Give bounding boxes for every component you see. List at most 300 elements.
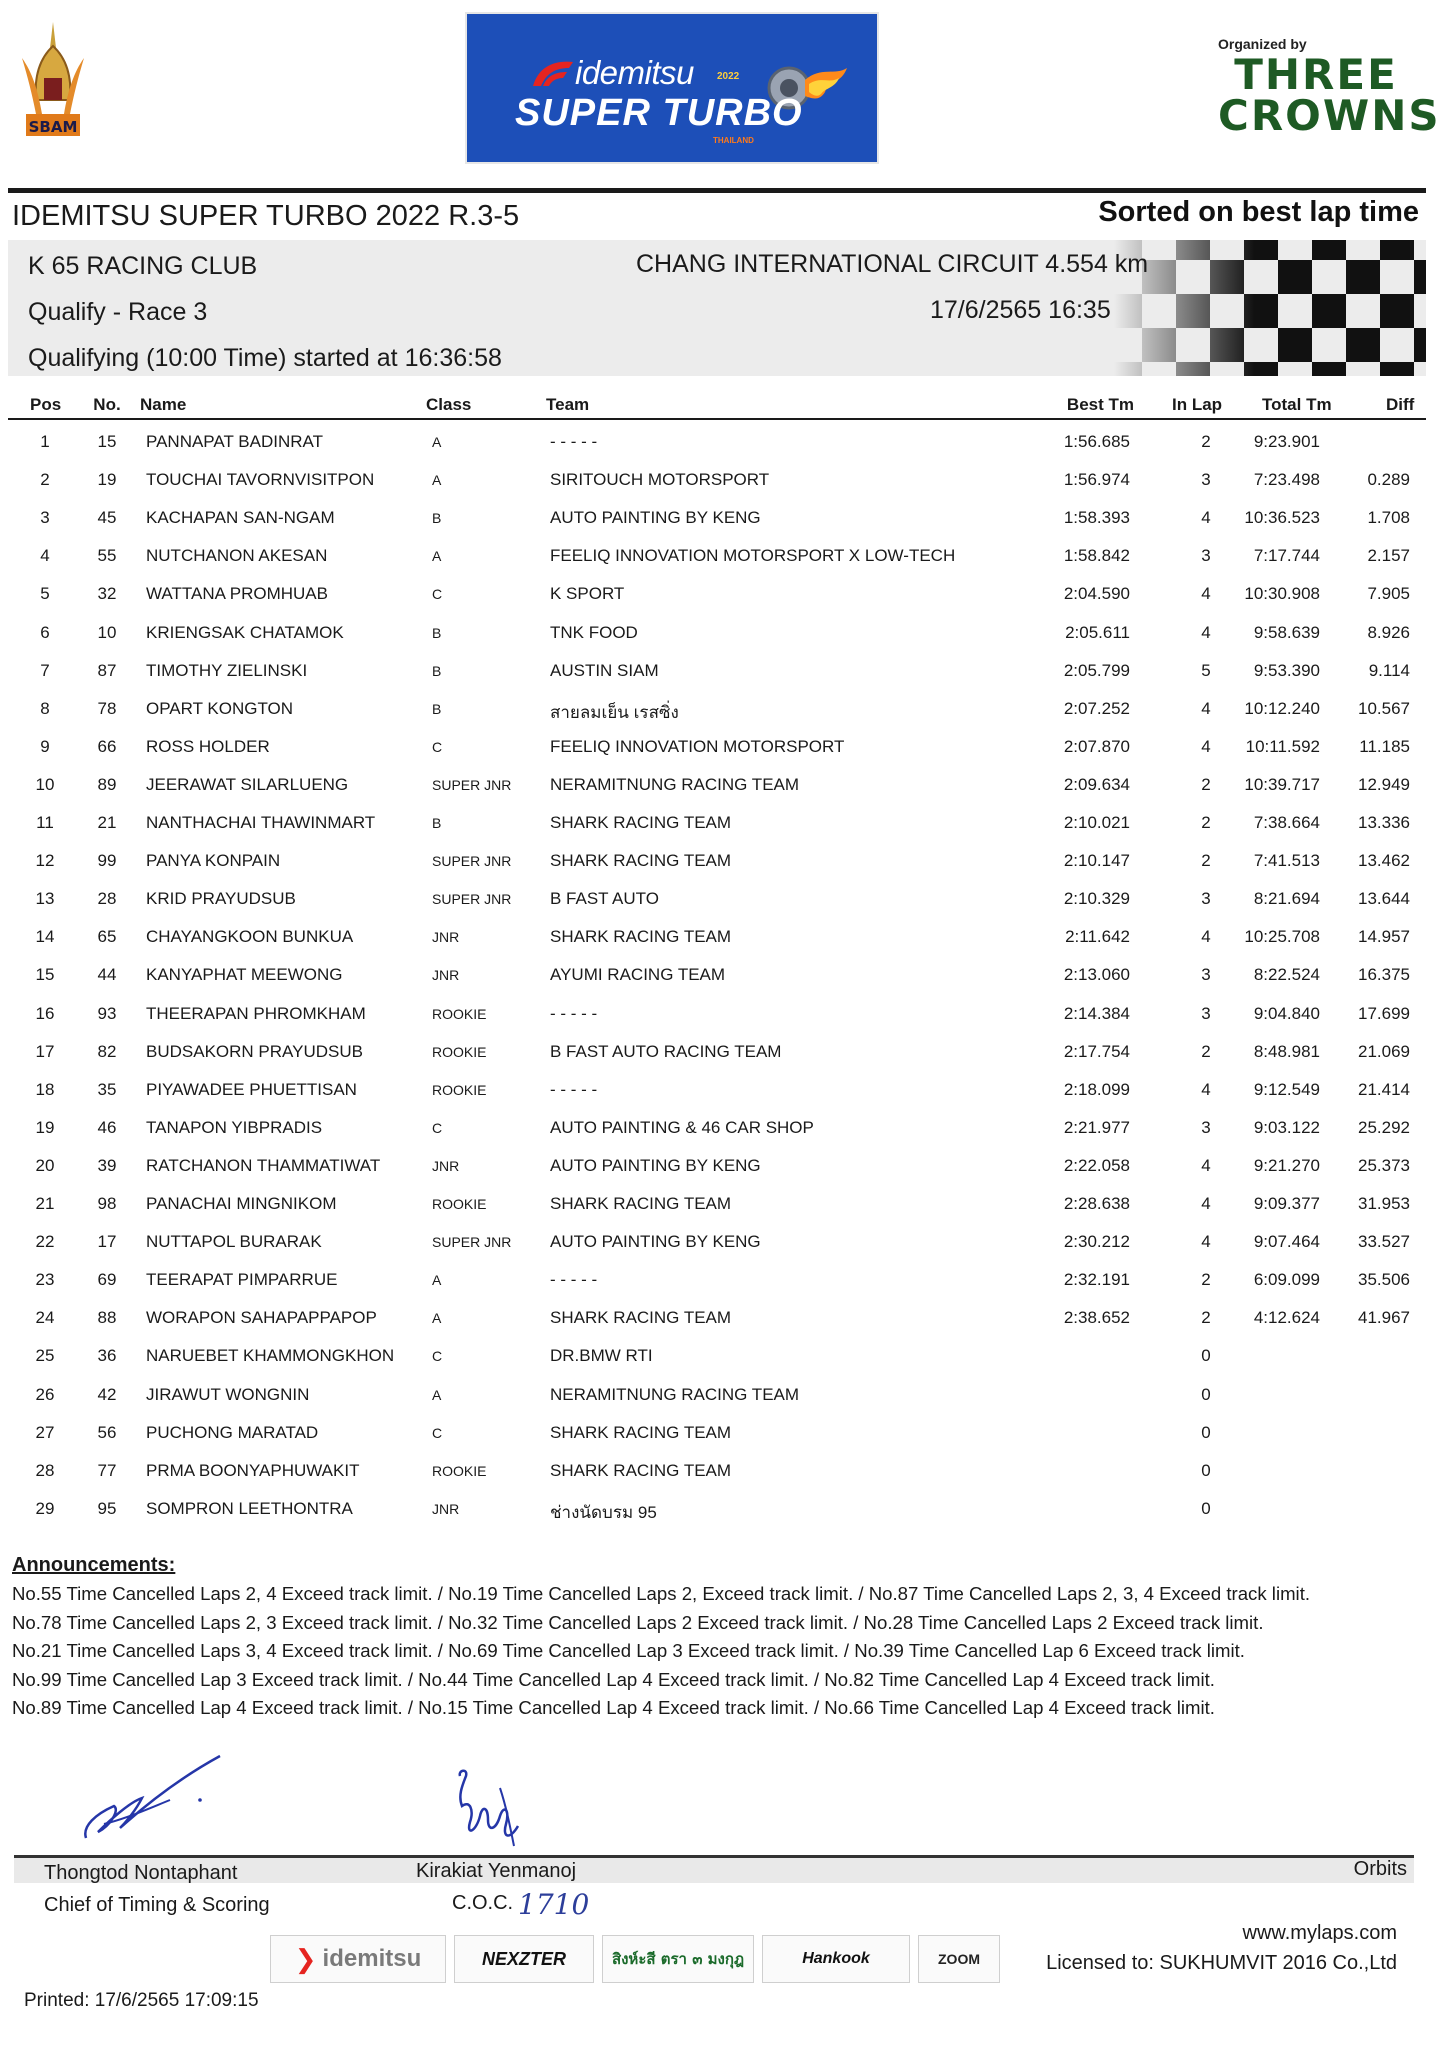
header-class: Class (426, 395, 472, 414)
row-best-time: 2:32.191 (1063, 1270, 1130, 1290)
table-row (0, 1184, 1449, 1222)
mylaps-url: www.mylaps.com (1242, 1922, 1397, 1944)
idemitsu-mark-icon: ❯ (294, 1943, 317, 1974)
row-class: JNR (432, 1157, 460, 1174)
brand-year: 2022 (717, 71, 740, 82)
row-class: SUPER JNR (432, 1234, 512, 1251)
row-best-time: 2:17.754 (1063, 1041, 1130, 1061)
row-driver-name: NUTCHANON AKESAN (146, 546, 328, 566)
row-total-time: 6:09.099 (1253, 1270, 1320, 1290)
row-total-time: 10:11.592 (1245, 736, 1320, 756)
row-class: C (432, 738, 443, 755)
row-number: 66 (97, 736, 117, 756)
row-in-lap: 4 (1201, 622, 1211, 642)
row-pos: 22 (35, 1232, 55, 1252)
row-diff: 11.185 (1359, 736, 1410, 756)
row-team: AUTO PAINTING & 46 CAR SHOP (550, 1117, 814, 1137)
brand-idemitsu: idemitsu (575, 54, 694, 91)
row-total-time: 9:09.377 (1253, 1194, 1320, 1213)
row-number: 17 (97, 1232, 117, 1252)
table-row (0, 803, 1449, 841)
table-row (0, 1413, 1449, 1451)
row-in-lap: 5 (1201, 660, 1211, 680)
table-row (0, 422, 1449, 460)
row-number: 36 (97, 1346, 117, 1366)
row-class: B (432, 624, 442, 641)
row-pos: 5 (40, 584, 50, 604)
row-number: 32 (97, 584, 117, 604)
row-pos: 8 (40, 698, 50, 718)
row-class: B (432, 510, 442, 527)
announcement-line: No.89 Time Cancelled Lap 4 Exceed track limit. / No.15 Time Cancelled Lap 4 Exceed track limit. / No.66 Time Cancelled Lap 4 Exceed track limit. (12, 1697, 1215, 1718)
organized-by-label: Organized by (1218, 36, 1307, 52)
row-driver-name: PUCHONG MARATAD (146, 1422, 319, 1442)
session-datetime: 17/6/2565 16:35 (930, 296, 1111, 324)
row-pos: 28 (35, 1460, 55, 1480)
row-total-time: 9:07.464 (1253, 1232, 1320, 1252)
header-pos: Pos (30, 395, 62, 414)
row-class: SUPER JNR (432, 776, 512, 793)
table-row (0, 1070, 1449, 1108)
row-in-lap: 2 (1201, 851, 1211, 871)
row-best-time: 2:09.634 (1063, 774, 1130, 794)
row-driver-name: SOMPRON LEETHONTRA (146, 1498, 353, 1518)
row-team: FEELIQ INNOVATION MOTORSPORT (550, 736, 845, 756)
row-team: - - - - - (550, 1270, 598, 1290)
row-total-time: 10:12.240 (1244, 698, 1320, 718)
row-team: NERAMITNUNG RACING TEAM (550, 1384, 800, 1404)
announcement-line: No.21 Time Cancelled Laps 3, 4 Exceed track limit. / No.69 Time Cancelled Lap 3 Exceed track limit. / No.39 Time Cancelled Lap 6 Exceed track limit. (12, 1640, 1245, 1661)
checkered-flag-graphic (1114, 240, 1426, 376)
row-diff: 10.567 (1358, 698, 1410, 718)
header-total-time: Total Tm (1262, 395, 1332, 414)
row-diff: 33.527 (1358, 1232, 1410, 1252)
row-in-lap: 4 (1201, 736, 1211, 756)
row-diff: 31.953 (1358, 1194, 1410, 1213)
row-in-lap: 0 (1201, 1460, 1211, 1480)
header-diff: Diff (1386, 395, 1415, 414)
row-pos: 24 (35, 1308, 55, 1328)
row-best-time: 2:05.611 (1065, 622, 1130, 642)
table-row (0, 536, 1449, 574)
row-driver-name: JEERAWAT SILARLUENG (146, 774, 349, 794)
header-rule (8, 418, 1426, 420)
sort-note: Sorted on best lap time (1098, 196, 1419, 228)
row-driver-name: KANYAPHAT MEEWONG (146, 965, 343, 985)
row-team: K SPORT (550, 584, 625, 604)
row-best-time: 2:21.977 (1063, 1117, 1130, 1137)
sponsor-nexzter: NEXZTER (454, 1935, 594, 1983)
row-class: ROOKIE (432, 1462, 487, 1479)
row-best-time: 2:28.638 (1063, 1194, 1130, 1213)
row-class: C (432, 1119, 443, 1136)
announcement-line: No.99 Time Cancelled Lap 3 Exceed track limit. / No.44 Time Cancelled Lap 4 Exceed track limit. / No.82 Time Cancelled Lap 4 Exceed track limit. (12, 1668, 1215, 1690)
svg-text:SBAM: SBAM (28, 118, 78, 136)
row-diff: 13.644 (1358, 889, 1410, 909)
row-driver-name: WATTANA PROMHUAB (146, 584, 328, 604)
sponsor-three-crowns-thai: สิงห์ะสี ตรา ๓ มงกุฎ (602, 1935, 754, 1983)
row-class: A (432, 434, 442, 450)
row-total-time: 9:23.901 (1253, 432, 1320, 451)
row-in-lap: 2 (1201, 1270, 1211, 1290)
row-pos: 17 (35, 1041, 55, 1061)
printed-timestamp: Printed: 17/6/2565 17:09:15 (24, 1990, 259, 2011)
row-class: ROOKIE (432, 1081, 487, 1098)
row-in-lap: 2 (1201, 813, 1211, 832)
circuit-name: CHANG INTERNATIONAL CIRCUIT 4.554 km (636, 250, 1149, 278)
row-team: SHARK RACING TEAM (550, 1194, 732, 1213)
row-class: A (432, 1386, 442, 1403)
row-diff: 1.708 (1367, 508, 1410, 528)
row-total-time: 7:41.513 (1253, 851, 1320, 871)
table-row (0, 498, 1449, 536)
row-in-lap: 2 (1201, 774, 1211, 794)
row-number: 19 (97, 470, 117, 490)
row-total-time: 9:53.390 (1253, 660, 1320, 680)
row-in-lap: 0 (1201, 1498, 1211, 1518)
row-pos: 15 (35, 965, 55, 985)
row-number: 65 (97, 927, 117, 947)
row-team: AUTO PAINTING BY KENG (550, 1232, 761, 1252)
row-diff: 25.292 (1358, 1117, 1410, 1137)
row-in-lap: 0 (1201, 1422, 1211, 1442)
row-in-lap: 4 (1201, 508, 1211, 528)
table-row (0, 917, 1449, 955)
row-class: JNR (432, 929, 460, 946)
row-pos: 25 (35, 1346, 55, 1366)
row-diff: 13.336 (1358, 813, 1410, 832)
row-driver-name: PRMA BOONYAPHUWAKIT (146, 1460, 360, 1480)
row-in-lap: 3 (1201, 965, 1211, 985)
row-best-time: 2:18.099 (1063, 1079, 1130, 1099)
row-best-time: 2:04.590 (1063, 584, 1130, 604)
row-team: SHARK RACING TEAM (550, 1460, 732, 1480)
row-pos: 2 (40, 470, 50, 490)
row-class: A (432, 1272, 442, 1289)
row-class: B (432, 815, 442, 831)
row-team: AUSTIN SIAM (550, 660, 659, 680)
row-driver-name: TIMOTHY ZIELINSKI (146, 660, 308, 680)
row-class: SUPER JNR (432, 891, 512, 908)
table-row (0, 574, 1449, 612)
row-in-lap: 3 (1201, 1117, 1211, 1137)
row-team: ช่างนัดบรม 95 (550, 1502, 657, 1522)
row-best-time: 2:13.060 (1063, 965, 1130, 985)
three-crowns-logo (1218, 50, 1441, 140)
row-best-time: 2:22.058 (1063, 1155, 1130, 1175)
table-row (0, 841, 1449, 879)
row-pos: 14 (35, 927, 55, 947)
row-diff: 17.699 (1358, 1003, 1410, 1023)
row-driver-name: BUDSAKORN PRAYUDSUB (146, 1041, 363, 1061)
row-team: AYUMI RACING TEAM (550, 965, 726, 985)
row-driver-name: JIRAWUT WONGNIN (146, 1384, 310, 1404)
row-diff: 21.069 (1358, 1041, 1410, 1061)
table-row (0, 727, 1449, 765)
row-number: 55 (97, 546, 117, 566)
row-total-time: 7:38.664 (1253, 813, 1320, 832)
table-row (0, 1336, 1449, 1374)
row-pos: 20 (35, 1155, 55, 1175)
row-pos: 23 (35, 1270, 55, 1290)
row-team: SHARK RACING TEAM (550, 813, 732, 832)
event-title: IDEMITSU SUPER TURBO 2022 R.3-5 (12, 200, 520, 232)
row-number: 39 (97, 1155, 117, 1175)
row-pos: 3 (40, 508, 50, 528)
row-diff: 8.926 (1367, 622, 1410, 642)
row-number: 78 (97, 698, 117, 718)
row-best-time: 1:58.393 (1063, 508, 1130, 528)
row-in-lap: 4 (1201, 584, 1211, 604)
row-class: B (432, 662, 442, 679)
table-row (0, 1222, 1449, 1260)
row-team: NERAMITNUNG RACING TEAM (550, 774, 800, 794)
row-in-lap: 2 (1201, 1041, 1211, 1061)
table-row (0, 1451, 1449, 1489)
header-no: No. (93, 395, 121, 414)
row-in-lap: 3 (1201, 470, 1211, 490)
row-number: 87 (97, 660, 117, 680)
row-pos: 4 (40, 546, 50, 566)
row-class: ROOKIE (432, 1005, 487, 1022)
row-team: - - - - - (550, 1079, 598, 1099)
session-start-note: Qualifying (10:00 Time) started at 16:36:58 (28, 344, 502, 372)
row-team: - - - - - (550, 432, 598, 451)
table-row (0, 460, 1449, 498)
official2-role: C.O.C. (452, 1892, 514, 1914)
row-team: SIRITOUCH MOTORSPORT (550, 470, 770, 490)
announcement-line: No.78 Time Cancelled Laps 2, 3 Exceed track limit. / No.32 Time Cancelled Laps 2 Exceed track limit. / No.28 Time Cancelled Laps 2 Exceed track limit. (12, 1611, 1264, 1633)
row-class: JNR (432, 967, 460, 984)
row-best-time: 2:07.252 (1063, 698, 1130, 718)
row-best-time: 2:10.021 (1063, 813, 1130, 832)
row-best-time: 2:10.329 (1063, 889, 1130, 909)
row-team: DR.BMW RTI (550, 1346, 653, 1366)
row-driver-name: NUTTAPOL BURARAK (146, 1232, 322, 1252)
row-number: 44 (97, 965, 117, 985)
row-diff: 35.506 (1358, 1270, 1410, 1290)
row-team: SHARK RACING TEAM (550, 851, 732, 871)
row-total-time: 10:30.908 (1244, 584, 1320, 604)
row-pos: 21 (35, 1194, 55, 1213)
row-driver-name: RATCHANON THAMMATIWAT (146, 1155, 381, 1175)
row-total-time: 10:39.717 (1244, 774, 1320, 794)
row-total-time: 10:36.523 (1244, 508, 1320, 528)
row-best-time: 2:14.384 (1063, 1003, 1130, 1023)
row-diff: 16.375 (1358, 965, 1410, 985)
table-row (0, 765, 1449, 803)
table-row (0, 1298, 1449, 1336)
row-class: A (432, 1310, 442, 1327)
row-driver-name: NARUEBET KHAMMONGKHON (146, 1346, 395, 1366)
row-number: 95 (97, 1498, 117, 1518)
row-diff: 41.967 (1358, 1308, 1410, 1328)
row-driver-name: TANAPON YIBPRADIS (146, 1117, 323, 1137)
row-team: TNK FOOD (550, 622, 638, 642)
row-diff: 12.949 (1358, 774, 1410, 794)
row-number: 10 (97, 622, 117, 642)
row-in-lap: 4 (1201, 927, 1211, 947)
row-number: 89 (97, 774, 117, 794)
table-row (0, 689, 1449, 727)
row-driver-name: PANNAPAT BADINRAT (146, 432, 323, 451)
table-row (0, 651, 1449, 689)
row-driver-name: TOUCHAI TAVORNVISITPON (146, 470, 375, 490)
row-in-lap: 4 (1201, 698, 1211, 718)
row-driver-name: KRIENGSAK CHATAMOK (146, 622, 344, 642)
row-team: - - - - - (550, 1003, 598, 1023)
row-team: AUTO PAINTING BY KENG (550, 1155, 761, 1175)
row-pos: 12 (35, 851, 55, 871)
row-total-time: 8:21.694 (1253, 889, 1320, 909)
session-name: Qualify - Race 3 (28, 298, 208, 326)
row-class: ROOKIE (432, 1196, 487, 1212)
three-crowns-line2: CROWNS (1218, 91, 1441, 140)
row-class: A (432, 472, 442, 489)
row-driver-name: THEERAPAN PHROMKHAM (146, 1003, 366, 1023)
row-pos: 27 (35, 1422, 55, 1442)
table-row (0, 1032, 1449, 1070)
sponsor-idemitsu: ❯ idemitsu (270, 1935, 446, 1983)
table-row (0, 955, 1449, 993)
row-diff: 14.957 (1358, 927, 1410, 947)
row-team: B FAST AUTO (550, 889, 659, 909)
orbits-label: Orbits (1353, 1858, 1407, 1880)
row-pos: 26 (35, 1384, 55, 1404)
sbam-logo (18, 18, 88, 146)
row-number: 98 (97, 1194, 117, 1213)
table-row (0, 1375, 1449, 1413)
row-pos: 18 (35, 1079, 55, 1099)
signature-thongtod (80, 1740, 230, 1850)
row-in-lap: 4 (1201, 1079, 1211, 1099)
row-team: AUTO PAINTING BY KENG (550, 508, 761, 528)
row-in-lap: 4 (1201, 1194, 1211, 1213)
idemitsu-super-turbo-logo (465, 12, 879, 164)
row-team: SHARK RACING TEAM (550, 927, 732, 947)
row-best-time: 2:05.799 (1063, 660, 1130, 680)
row-number: 77 (97, 1460, 117, 1480)
row-pos: 10 (35, 774, 55, 794)
row-total-time: 9:21.270 (1253, 1155, 1320, 1175)
row-diff: 25.373 (1358, 1155, 1410, 1175)
official2-name: Kirakiat Yenmanoj (416, 1860, 577, 1882)
row-team: SHARK RACING TEAM (550, 1308, 732, 1328)
row-driver-name: TEERAPAT PIMPARRUE (146, 1270, 338, 1290)
row-total-time: 8:48.981 (1253, 1041, 1320, 1061)
row-number: 45 (97, 508, 117, 528)
brand-super-turbo: SUPER TURBO (515, 92, 803, 134)
row-total-time: 7:23.498 (1253, 470, 1320, 490)
header-best-time: Best Tm (1066, 395, 1134, 414)
table-row (0, 994, 1449, 1032)
row-class: ROOKIE (432, 1043, 487, 1060)
row-class: SUPER JNR (432, 853, 512, 870)
row-total-time: 4:12.624 (1253, 1308, 1320, 1328)
row-pos: 11 (36, 813, 54, 832)
row-in-lap: 4 (1201, 1232, 1211, 1252)
row-total-time: 10:25.708 (1244, 927, 1320, 947)
row-diff: 7.905 (1367, 584, 1410, 604)
row-in-lap: 3 (1201, 1003, 1211, 1023)
row-number: 28 (97, 889, 117, 909)
row-driver-name: ROSS HOLDER (146, 736, 270, 756)
row-number: 35 (97, 1079, 117, 1099)
row-best-time: 2:10.147 (1063, 851, 1130, 871)
results-table-header (0, 395, 1449, 419)
row-diff: 2.157 (1367, 546, 1410, 566)
table-row (0, 613, 1449, 651)
table-row (0, 1146, 1449, 1184)
sponsor-logos (270, 1935, 1000, 1983)
club-name: K 65 RACING CLUB (28, 252, 258, 280)
row-pos: 6 (40, 622, 50, 642)
row-best-time: 1:58.842 (1063, 546, 1130, 566)
row-pos: 19 (35, 1117, 55, 1137)
row-in-lap: 0 (1201, 1384, 1211, 1404)
row-class: A (432, 548, 442, 565)
row-diff: 9.114 (1368, 660, 1410, 680)
row-diff: 21.414 (1358, 1079, 1410, 1099)
row-total-time: 8:22.524 (1253, 965, 1320, 985)
row-class: C (432, 1348, 443, 1365)
idemitsu-swoosh-icon (529, 56, 575, 92)
row-in-lap: 3 (1201, 546, 1211, 566)
row-pos: 9 (40, 736, 50, 756)
row-class: JNR (432, 1500, 460, 1517)
row-number: 46 (97, 1117, 117, 1137)
row-pos: 13 (35, 889, 55, 909)
row-team: FEELIQ INNOVATION MOTORSPORT X LOW-TECH (550, 546, 956, 566)
row-best-time: 2:07.870 (1063, 736, 1130, 756)
row-in-lap: 2 (1201, 1308, 1211, 1328)
row-number: 88 (97, 1308, 117, 1328)
row-pos: 16 (35, 1003, 55, 1023)
row-number: 99 (97, 851, 117, 871)
row-pos: 7 (40, 660, 50, 680)
row-diff: 0.289 (1367, 470, 1410, 490)
row-number: 21 (97, 813, 117, 832)
license-note: Licensed to: SUKHUMVIT 2016 Co.,Ltd (1046, 1952, 1397, 1974)
signature-kirakiat (440, 1766, 540, 1856)
sponsor-zoom: ZOOM (918, 1935, 1000, 1983)
row-number: 42 (97, 1384, 117, 1404)
row-number: 69 (97, 1270, 117, 1290)
row-pos: 1 (40, 432, 50, 451)
row-in-lap: 4 (1201, 1155, 1211, 1175)
row-number: 93 (97, 1003, 117, 1023)
row-driver-name: KRID PRAYUDSUB (146, 889, 296, 909)
title-rule (8, 188, 1426, 193)
table-row (0, 879, 1449, 917)
row-driver-name: PANYA KONPAIN (146, 851, 281, 871)
row-best-time: 2:30.212 (1063, 1232, 1130, 1252)
sponsor-hankook: Hankook (762, 1935, 910, 1983)
row-best-time: 2:38.652 (1063, 1308, 1130, 1328)
row-best-time: 1:56.685 (1063, 432, 1130, 451)
row-diff: 13.462 (1358, 851, 1410, 871)
table-row (0, 1108, 1449, 1146)
row-total-time: 9:12.549 (1253, 1079, 1320, 1099)
row-driver-name: KACHAPAN SAN-NGAM (146, 508, 335, 528)
row-driver-name: CHAYANGKOON BUNKUA (146, 927, 354, 947)
announcements-title: Announcements: (12, 1554, 176, 1576)
row-total-time: 9:03.122 (1253, 1117, 1320, 1137)
row-driver-name: PIYAWADEE PHUETTISAN (146, 1079, 357, 1099)
row-class: C (432, 1424, 443, 1441)
brand-region: THAILAND (713, 136, 754, 145)
row-team: B FAST AUTO RACING TEAM (550, 1041, 782, 1061)
